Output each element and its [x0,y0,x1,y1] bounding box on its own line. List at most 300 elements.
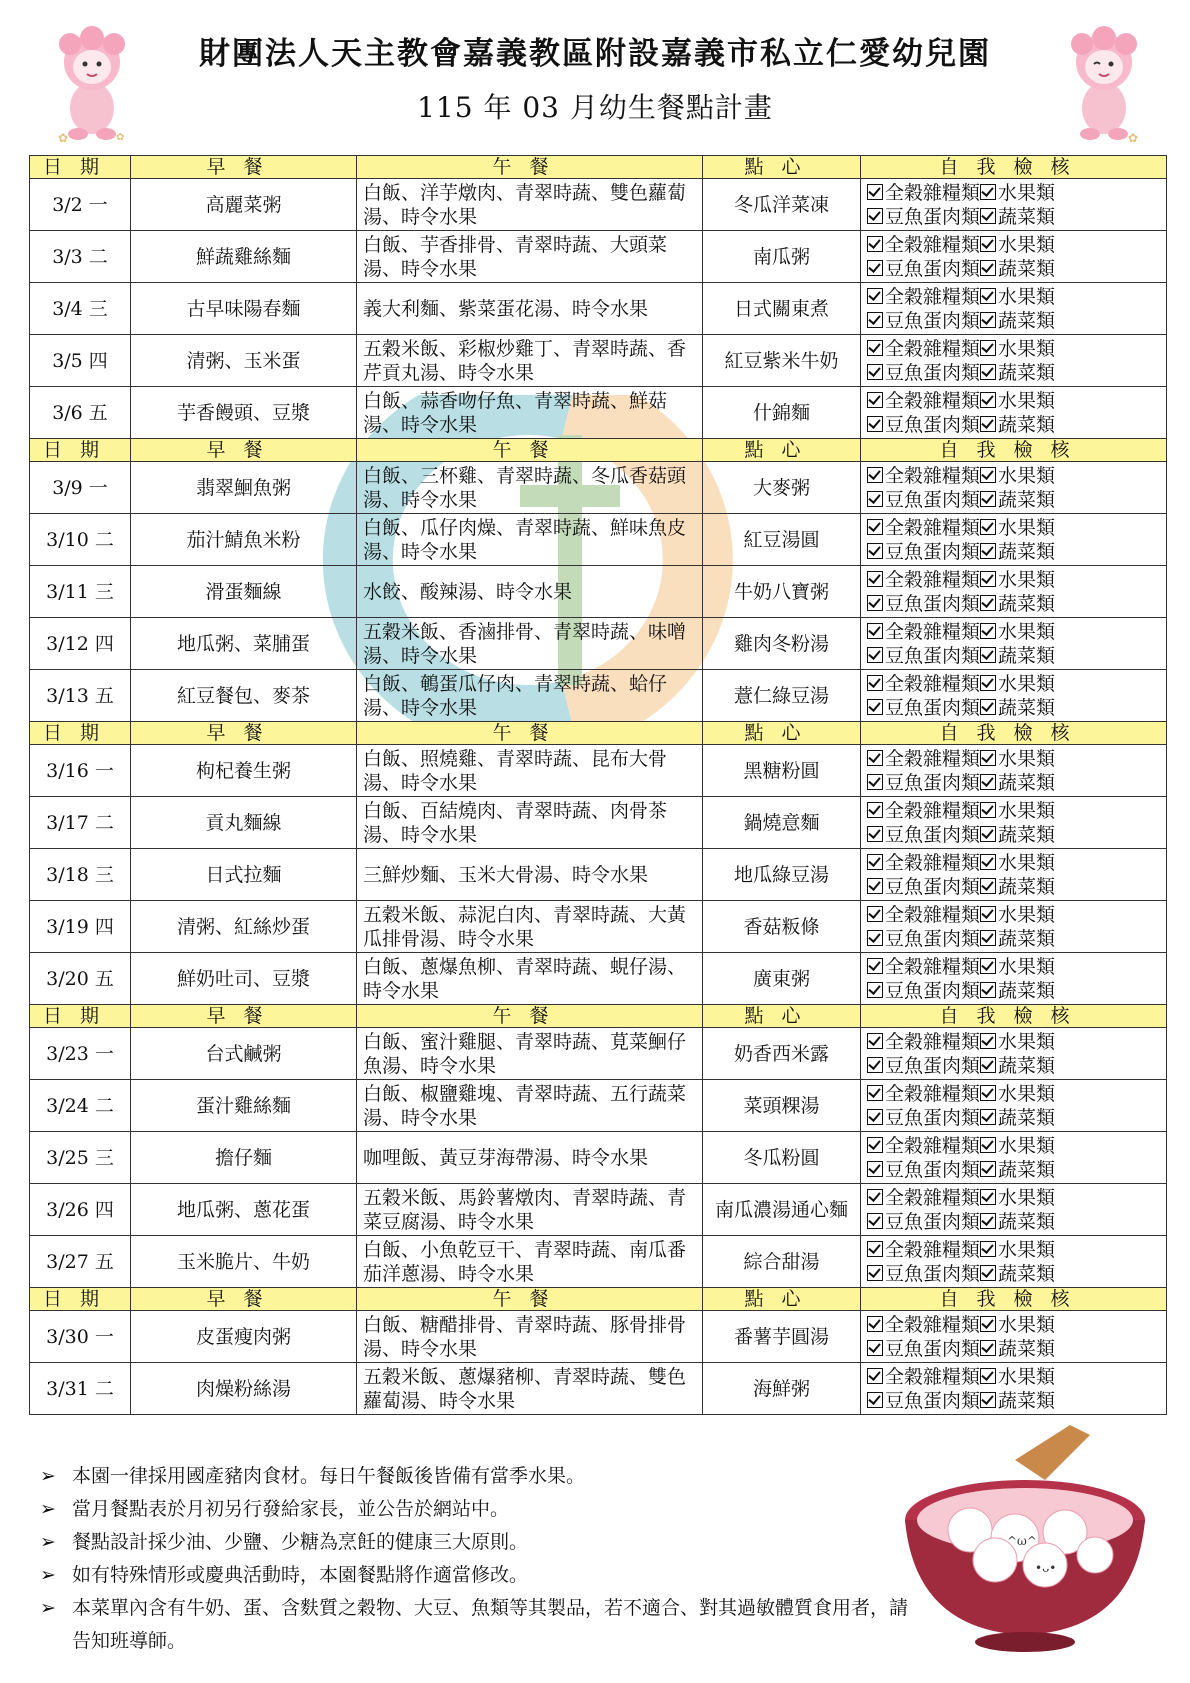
meal-row [30,1184,1167,1236]
header-breakfast: 早餐 [131,156,357,179]
checked-box-icon [980,1241,996,1257]
check-item [867,389,980,413]
lunch-cell: 白飯、蒜香吻仔魚、青翠時蔬、鮮菇湯、時令水果 [357,387,703,439]
note-text: 當月餐點表於月初另行發給家長，並公告於網站中。 [72,1498,510,1520]
check-item [980,389,1055,413]
header-date: 日期 [30,439,131,462]
header-date: 日期 [30,722,131,745]
meal-row [30,179,1167,231]
lunch-cell: 五穀米飯、香滷排骨、青翠時蔬、味噌湯、時令水果 [357,618,703,670]
check-item [867,620,980,644]
checked-box-icon [867,878,883,894]
check-item [867,592,980,616]
meal-row [30,797,1167,849]
notes-list [40,1460,910,1658]
check-label: 豆魚蛋肉類 [885,823,981,846]
check-label: 蔬菜類 [998,488,1056,511]
meal-row [30,335,1167,387]
check-item [867,672,980,696]
self-check-cell [861,1184,1167,1236]
check-label: 水果類 [998,233,1056,256]
check-label: 全穀雜糧類 [885,955,981,978]
checked-box-icon [980,416,996,432]
date-cell: 3/25 三 [30,1132,131,1184]
header-snack: 點心 [703,1288,861,1311]
self-check-cell [861,462,1167,514]
lunch-cell: 三鮮炒麵、玉米大骨湯、時令水果 [357,849,703,901]
snack-cell: 綜合甜湯 [703,1236,861,1288]
meal-row [30,1236,1167,1288]
check-item [980,823,1055,847]
check-label: 豆魚蛋肉類 [885,413,981,436]
breakfast-cell: 肉燥粉絲湯 [131,1363,357,1415]
check-label: 全穀雜糧類 [885,1030,981,1053]
checked-box-icon [980,571,996,587]
header-date: 日期 [30,156,131,179]
check-item [980,955,1055,979]
self-check-cell [861,387,1167,439]
lunch-cell: 五穀米飯、蒜泥白肉、青翠時蔬、大黃瓜排骨湯、時令水果 [357,901,703,953]
check-label: 蔬菜類 [998,823,1056,846]
self-check-cell [861,1132,1167,1184]
check-item [980,205,1055,229]
check-label: 豆魚蛋肉類 [885,979,981,1002]
header-breakfast: 早餐 [131,722,357,745]
check-label: 豆魚蛋肉類 [885,927,981,950]
check-label: 豆魚蛋肉類 [885,1106,981,1129]
svg-text:•ᴗ•: •ᴗ• [1035,1561,1057,1575]
checked-box-icon [867,1109,883,1125]
checked-box-icon [980,595,996,611]
checked-box-icon [867,595,883,611]
checked-box-icon [867,647,883,663]
self-check-cell [861,179,1167,231]
checked-box-icon [867,1213,883,1229]
check-label: 蔬菜類 [998,361,1056,384]
checked-box-icon [867,906,883,922]
check-item [980,413,1055,437]
checked-box-icon [867,1368,883,1384]
header-lunch: 午餐 [357,1005,703,1028]
svg-text:✿: ✿ [58,131,69,144]
check-label: 豆魚蛋肉類 [885,592,981,615]
snack-cell: 香菇粄條 [703,901,861,953]
snack-cell: 廣東粥 [703,953,861,1005]
checked-box-icon [867,467,883,483]
breakfast-cell: 蛋汁雞絲麵 [131,1080,357,1132]
date-cell: 3/11 三 [30,566,131,618]
snack-cell: 黑糖粉圓 [703,745,861,797]
check-item [867,233,980,257]
check-item [980,1313,1055,1337]
check-label: 水果類 [998,672,1056,695]
check-label: 豆魚蛋肉類 [885,1054,981,1077]
svg-text:✿: ✿ [1127,131,1138,144]
check-label: 豆魚蛋肉類 [885,488,981,511]
checked-box-icon [867,416,883,432]
breakfast-cell: 滑蛋麵線 [131,566,357,618]
checked-box-icon [867,699,883,715]
check-item [867,1262,980,1286]
date-cell: 3/27 五 [30,1236,131,1288]
check-label: 水果類 [998,747,1056,770]
checked-box-icon [980,364,996,380]
check-item [867,1313,980,1337]
arrow-bullet-icon: ➢ [40,1597,56,1619]
check-item [980,1106,1055,1130]
checked-box-icon [867,260,883,276]
checked-box-icon [867,750,883,766]
check-label: 蔬菜類 [998,875,1056,898]
check-item [980,488,1055,512]
checked-box-icon [867,1265,883,1281]
self-check-cell [861,745,1167,797]
breakfast-cell: 玉米脆片、牛奶 [131,1236,357,1288]
snack-cell: 牛奶八寶粥 [703,566,861,618]
note-item [40,1592,910,1658]
checked-box-icon [980,1265,996,1281]
self-check-cell [861,901,1167,953]
checked-box-icon [980,699,996,715]
self-check-cell [861,849,1167,901]
header-row [30,1005,1167,1028]
check-label: 蔬菜類 [998,540,1056,563]
date-cell: 3/17 二 [30,797,131,849]
check-label: 水果類 [998,851,1056,874]
date-cell: 3/19 四 [30,901,131,953]
arrow-bullet-icon: ➢ [40,1465,56,1487]
check-label: 蔬菜類 [998,592,1056,615]
self-check-cell [861,797,1167,849]
check-label: 豆魚蛋肉類 [885,205,981,228]
breakfast-cell: 清粥、紅絲炒蛋 [131,901,357,953]
check-item [867,464,980,488]
check-label: 水果類 [998,1134,1056,1157]
lunch-cell: 五穀米飯、馬鈴薯燉肉、青翠時蔬、青菜豆腐湯、時令水果 [357,1184,703,1236]
checked-box-icon [867,340,883,356]
snack-cell: 大麥粥 [703,462,861,514]
arrow-bullet-icon: ➢ [40,1498,56,1520]
breakfast-cell: 芋香饅頭、豆漿 [131,387,357,439]
meal-row [30,566,1167,618]
snack-cell: 雞肉冬粉湯 [703,618,861,670]
checked-box-icon [980,288,996,304]
check-label: 水果類 [998,389,1056,412]
lunch-cell: 白飯、照燒雞、青翠時蔬、昆布大骨湯、時令水果 [357,745,703,797]
meal-row [30,901,1167,953]
check-label: 全穀雜糧類 [885,337,981,360]
checked-box-icon [980,1161,996,1177]
check-label: 蔬菜類 [998,1337,1056,1360]
checked-box-icon [980,467,996,483]
check-label: 水果類 [998,464,1056,487]
checked-box-icon [867,184,883,200]
meal-row [30,1080,1167,1132]
check-item [867,875,980,899]
checked-box-icon [980,1057,996,1073]
lunch-cell: 白飯、三杯雞、青翠時蔬、冬瓜香菇頭湯、時令水果 [357,462,703,514]
checked-box-icon [867,1340,883,1356]
breakfast-cell: 地瓜粥、蔥花蛋 [131,1184,357,1236]
checked-box-icon [867,1161,883,1177]
date-cell: 3/26 四 [30,1184,131,1236]
check-item [867,644,980,668]
check-item [867,337,980,361]
date-cell: 3/31 二 [30,1363,131,1415]
checked-box-icon [867,623,883,639]
checked-box-icon [980,826,996,842]
snack-cell: 海鮮粥 [703,1363,861,1415]
snack-cell: 冬瓜洋菜凍 [703,179,861,231]
breakfast-cell: 高麗菜粥 [131,179,357,231]
check-label: 蔬菜類 [998,1158,1056,1181]
check-item [980,851,1055,875]
snack-cell: 鍋燒意麵 [703,797,861,849]
check-item [867,361,980,385]
check-item [867,1186,980,1210]
meal-row [30,514,1167,566]
checked-box-icon [867,364,883,380]
check-item [980,672,1055,696]
check-item [980,696,1055,720]
self-check-cell [861,514,1167,566]
checked-box-icon [867,1085,883,1101]
checked-box-icon [980,1340,996,1356]
check-label: 水果類 [998,568,1056,591]
check-item [980,592,1055,616]
breakfast-cell: 鮮奶吐司、豆漿 [131,953,357,1005]
check-item [867,747,980,771]
check-item [980,337,1055,361]
check-item [867,771,980,795]
header-breakfast: 早餐 [131,1288,357,1311]
check-item [980,1158,1055,1182]
header-row [30,1288,1167,1311]
checked-box-icon [980,543,996,559]
header-lunch: 午餐 [357,156,703,179]
arrow-bullet-icon: ➢ [40,1531,56,1553]
meal-row [30,387,1167,439]
self-check-cell [861,1080,1167,1132]
lunch-cell: 白飯、糖醋排骨、青翠時蔬、豚骨排骨湯、時令水果 [357,1311,703,1363]
check-item [980,1337,1055,1361]
check-label: 豆魚蛋肉類 [885,361,981,384]
svg-text:^ω^: ^ω^ [1007,1534,1037,1548]
check-label: 蔬菜類 [998,309,1056,332]
breakfast-cell: 枸杞養生粥 [131,745,357,797]
check-label: 全穀雜糧類 [885,1082,981,1105]
meal-row [30,1363,1167,1415]
checked-box-icon [867,543,883,559]
self-check-cell [861,618,1167,670]
check-label: 全穀雜糧類 [885,1313,981,1336]
checked-box-icon [867,774,883,790]
header-date: 日期 [30,1005,131,1028]
meal-row [30,849,1167,901]
date-cell: 3/10 二 [30,514,131,566]
header-snack: 點心 [703,156,861,179]
check-label: 水果類 [998,903,1056,926]
checked-box-icon [980,982,996,998]
check-label: 蔬菜類 [998,205,1056,228]
lunch-cell: 五穀米飯、蔥爆豬柳、青翠時蔬、雙色蘿蔔湯、時令水果 [357,1363,703,1415]
check-item [867,205,980,229]
lunch-cell: 白飯、瓜仔肉燥、青翠時蔬、鮮味魚皮湯、時令水果 [357,514,703,566]
checked-box-icon [980,392,996,408]
checked-box-icon [867,982,883,998]
self-check-cell [861,335,1167,387]
date-cell: 3/4 三 [30,283,131,335]
check-label: 蔬菜類 [998,1389,1056,1412]
meal-row [30,462,1167,514]
check-label: 水果類 [998,1238,1056,1261]
check-item [980,620,1055,644]
check-label: 豆魚蛋肉類 [885,696,981,719]
breakfast-cell: 茄汁鯖魚米粉 [131,514,357,566]
check-item [980,1210,1055,1234]
checked-box-icon [980,340,996,356]
checked-box-icon [980,208,996,224]
check-label: 豆魚蛋肉類 [885,257,981,280]
check-item [867,488,980,512]
checked-box-icon [867,854,883,870]
snack-cell: 日式關東煮 [703,283,861,335]
header-lunch: 午餐 [357,1288,703,1311]
check-label: 全穀雜糧類 [885,620,981,643]
arrow-bullet-icon: ➢ [40,1564,56,1586]
check-label: 全穀雜糧類 [885,181,981,204]
meal-plan-body [30,156,1167,1415]
check-item [980,1082,1055,1106]
check-label: 全穀雜糧類 [885,1365,981,1388]
header-check: 自我檢核 [861,439,1167,462]
check-label: 全穀雜糧類 [885,903,981,926]
checked-box-icon [867,491,883,507]
checked-box-icon [867,1057,883,1073]
checked-box-icon [980,906,996,922]
check-label: 全穀雜糧類 [885,747,981,770]
check-label: 豆魚蛋肉類 [885,309,981,332]
meal-row [30,1311,1167,1363]
tangyuan-bowl-illustration [895,1420,1155,1660]
check-item [867,1389,980,1413]
lunch-cell: 白飯、椒鹽雞塊、青翠時蔬、五行蔬菜湯、時令水果 [357,1080,703,1132]
check-item [980,233,1055,257]
check-item [867,568,980,592]
check-item [980,747,1055,771]
check-item [867,257,980,281]
check-item [980,516,1055,540]
checked-box-icon [980,491,996,507]
date-cell: 3/30 一 [30,1311,131,1363]
check-item [980,1186,1055,1210]
date-cell: 3/13 五 [30,670,131,722]
snack-cell: 紅豆紫米牛奶 [703,335,861,387]
note-item [40,1526,910,1559]
self-check-cell [861,1311,1167,1363]
check-item [980,771,1055,795]
checked-box-icon [980,802,996,818]
check-label: 水果類 [998,1082,1056,1105]
snack-cell: 地瓜綠豆湯 [703,849,861,901]
self-check-cell [861,566,1167,618]
check-label: 豆魚蛋肉類 [885,1262,981,1285]
check-label: 蔬菜類 [998,257,1056,280]
checked-box-icon [867,802,883,818]
snack-cell: 薏仁綠豆湯 [703,670,861,722]
checked-box-icon [980,958,996,974]
checked-box-icon [867,392,883,408]
check-item [867,1054,980,1078]
check-label: 全穀雜糧類 [885,672,981,695]
self-check-cell [861,231,1167,283]
check-item [980,181,1055,205]
check-item [867,927,980,951]
header-row [30,156,1167,179]
check-item [867,1337,980,1361]
breakfast-cell: 皮蛋瘦肉粥 [131,1311,357,1363]
checked-box-icon [867,958,883,974]
check-label: 水果類 [998,620,1056,643]
check-label: 豆魚蛋肉類 [885,1337,981,1360]
check-label: 水果類 [998,1186,1056,1209]
checked-box-icon [980,1189,996,1205]
meal-row [30,618,1167,670]
date-cell: 3/18 三 [30,849,131,901]
header-row [30,439,1167,462]
breakfast-cell: 台式鹹粥 [131,1028,357,1080]
meal-plan-table [29,155,1167,1415]
lunch-cell: 白飯、小魚乾豆干、青翠時蔬、南瓜番茄洋蔥湯、時令水果 [357,1236,703,1288]
checked-box-icon [867,826,883,842]
checked-box-icon [980,519,996,535]
check-label: 豆魚蛋肉類 [885,540,981,563]
lunch-cell: 白飯、蜜汁雞腿、青翠時蔬、莧菜鮰仔魚湯、時令水果 [357,1028,703,1080]
checked-box-icon [867,236,883,252]
snack-cell: 奶香西米露 [703,1028,861,1080]
check-label: 蔬菜類 [998,1106,1056,1129]
snack-cell: 冬瓜粉圓 [703,1132,861,1184]
check-label: 水果類 [998,1313,1056,1336]
snack-cell: 紅豆湯圓 [703,514,861,566]
lunch-cell: 白飯、蔥爆魚柳、青翠時蔬、蜆仔湯、時令水果 [357,953,703,1005]
check-item [867,540,980,564]
checked-box-icon [980,1137,996,1153]
check-label: 蔬菜類 [998,1262,1056,1285]
breakfast-cell: 古早味陽春麵 [131,283,357,335]
check-item [867,309,980,333]
check-item [867,285,980,309]
check-label: 蔬菜類 [998,644,1056,667]
check-label: 蔬菜類 [998,927,1056,950]
snack-cell: 什錦麵 [703,387,861,439]
date-cell: 3/9 一 [30,462,131,514]
self-check-cell [861,1363,1167,1415]
checked-box-icon [980,236,996,252]
check-label: 全穀雜糧類 [885,1134,981,1157]
check-label: 全穀雜糧類 [885,1238,981,1261]
meal-row [30,1132,1167,1184]
check-item [867,413,980,437]
note-text: 如有特殊情形或慶典活動時，本園餐點將作適當修改。 [72,1564,529,1586]
check-label: 蔬菜類 [998,979,1056,1002]
check-item [980,875,1055,899]
checked-box-icon [867,1033,883,1049]
check-label: 全穀雜糧類 [885,799,981,822]
header-check: 自我檢核 [861,1288,1167,1311]
check-item [980,799,1055,823]
checked-box-icon [980,1213,996,1229]
